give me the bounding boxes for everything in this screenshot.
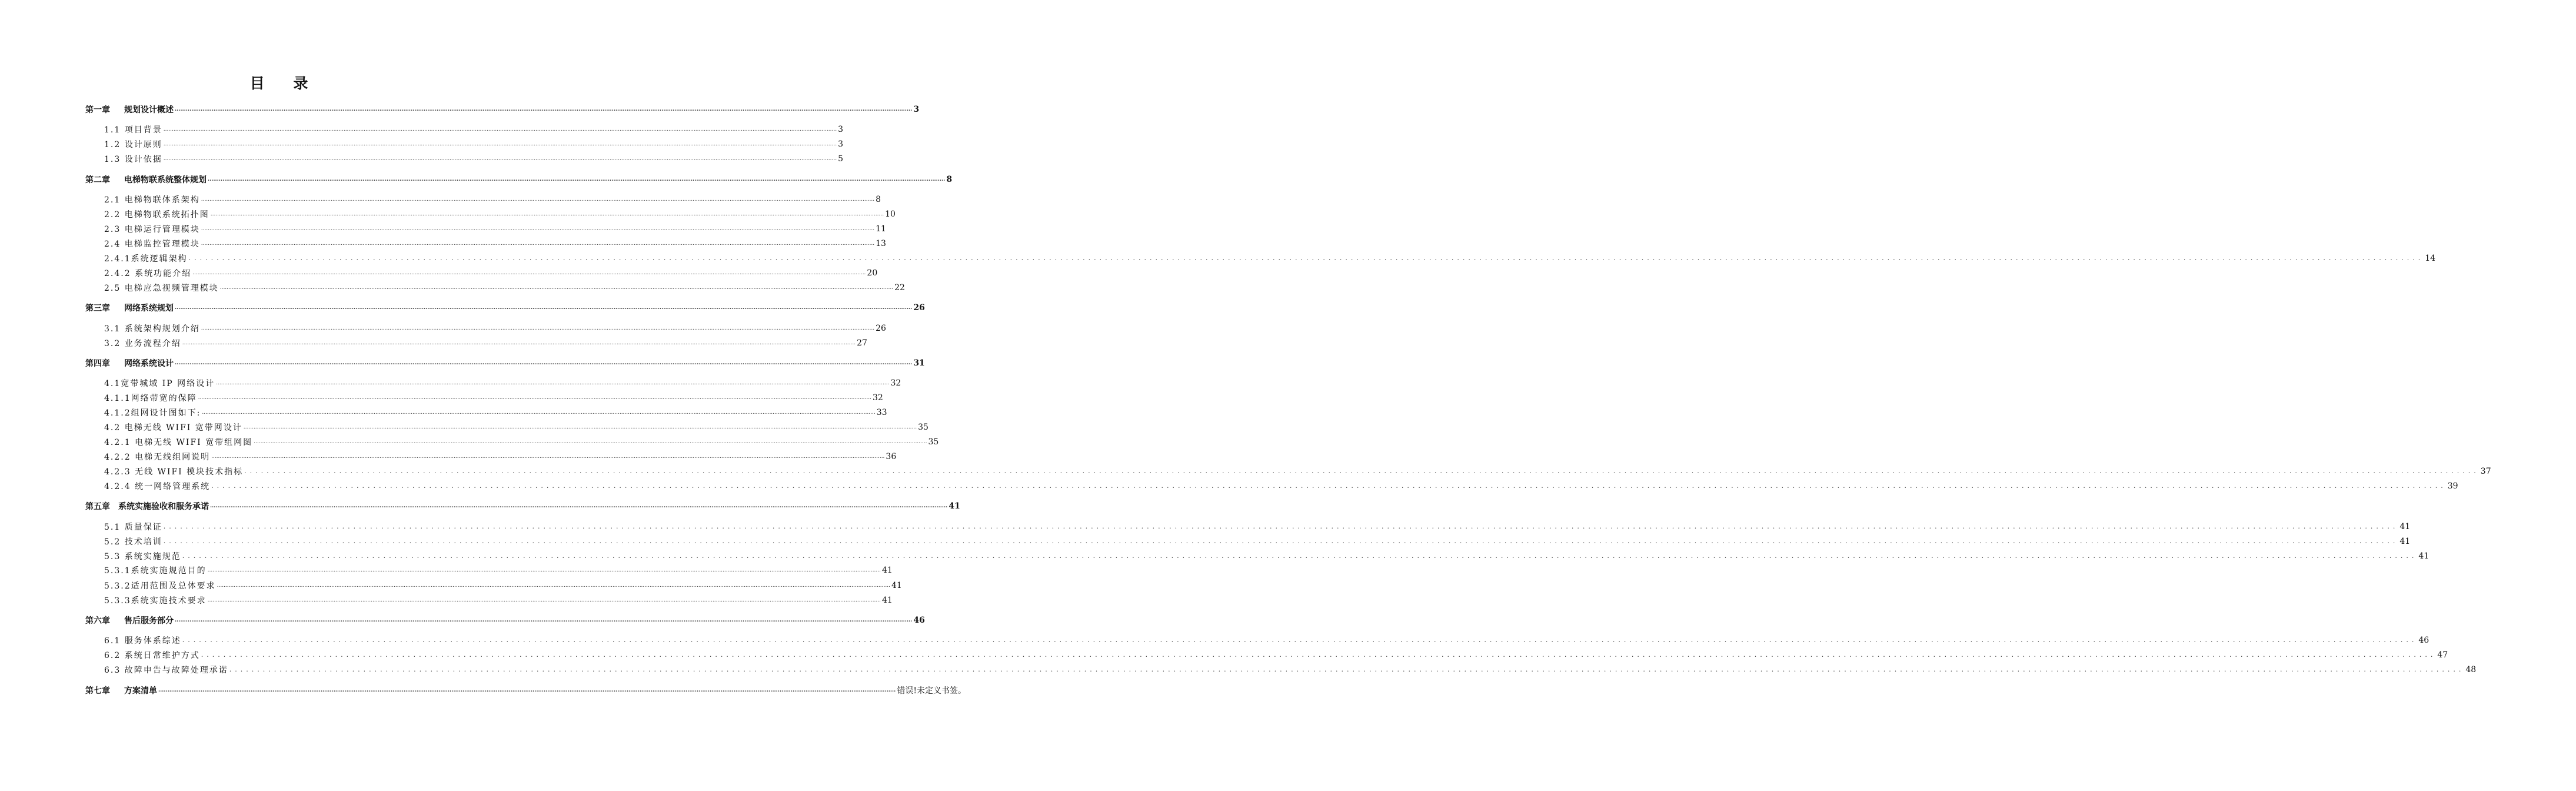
toc-entry-label: 2.4.1系统逻辑架构: [104, 254, 188, 264]
toc-page-number: 32: [872, 393, 883, 403]
chapter-number: 第七章: [85, 686, 110, 696]
toc-section-entry[interactable]: [0, 550, 2429, 562]
dot-leader: ................................................................................................................................................................................................................................................................................................................................................................................................................: [217, 583, 890, 589]
toc-section-entry[interactable]: [0, 323, 886, 334]
toc-section-entry[interactable]: [0, 649, 2448, 661]
toc-page-number: 41: [2399, 537, 2411, 546]
toc-entry-label: 4.1宽带城域 IP 网络设计: [104, 379, 215, 388]
dot-leader: ................................................................................................................................................................................................................................................................................................................................................................................................................: [182, 340, 856, 346]
dot-leader: ................................................................................................................................................................................................................................................................................................................................................................................................................: [207, 567, 881, 573]
dot-leader: ................................................................................................................................................................................................................................................................................................................................................................................................................: [207, 597, 881, 603]
chapter-title: 售后服务部分: [124, 616, 174, 626]
toc-page-number: 39: [2447, 481, 2458, 491]
dot-leader: ................................................................................................................................................................................................................................................................................................................................................................................................................: [210, 211, 884, 217]
toc-section-entry[interactable]: [0, 194, 881, 205]
toc-entry-label: 4.1.1网络带宽的保障: [104, 394, 197, 403]
dot-leader: ................................................................................................................................................................................................................................................................................................................................................................................................................: [244, 467, 2480, 475]
toc-page-number: 3: [838, 139, 843, 149]
toc-entry-label: 1.3 设计依据: [104, 155, 162, 164]
dot-leader: ................................................................................................................................................................................................................................................................................................................................................................................................................: [163, 127, 837, 132]
toc-entry-label: [0, 684, 157, 696]
toc-page-number: 41: [881, 566, 893, 575]
toc-entry-label: 2.1 电梯物联体系架构: [104, 195, 200, 205]
toc-entry-label: 4.2.1 电梯无线 WIFI 宽带组网图: [104, 438, 253, 447]
chapter-number: 第四章: [85, 359, 110, 368]
dot-leader: ................................................................................................................................................................................................................................................................................................................................................................................................................: [188, 254, 2424, 262]
toc-entry-label: 2.4 电梯监控管理模块: [104, 240, 200, 249]
toc-section-entry[interactable]: [0, 138, 843, 150]
toc-section-entry[interactable]: [0, 421, 928, 433]
toc-page-number: 41: [2418, 551, 2429, 561]
toc-page-number: 10: [885, 210, 896, 219]
toc-chapter-entry[interactable]: [0, 357, 925, 369]
toc-page-number: 31: [913, 358, 925, 368]
toc-page-number: 22: [894, 283, 905, 293]
dot-leader: ................................................................................................................................................................................................................................................................................................................................................................................................................: [158, 687, 896, 693]
toc-entry-label: 5.1 质量保证: [104, 523, 162, 532]
toc-entry-label: 4.2.2 电梯无线组网说明: [104, 453, 211, 462]
toc-entry-label: 5.3.3系统实施技术要求: [104, 596, 207, 606]
toc-page-number: 3: [838, 125, 843, 134]
dot-leader: ................................................................................................................................................................................................................................................................................................................................................................................................................: [216, 380, 890, 386]
toc-entry-label: 5.3.2适用范围及总体要求: [104, 581, 216, 591]
toc-section-entry[interactable]: [0, 451, 897, 463]
toc-page-number: 8: [876, 195, 881, 204]
toc-page-number: 14: [2425, 254, 2436, 263]
toc-page-number: 41: [891, 581, 902, 590]
dot-leader: ................................................................................................................................................................................................................................................................................................................................................................................................................: [201, 651, 2437, 659]
toc-section-entry[interactable]: [0, 436, 939, 448]
toc-section-entry[interactable]: [0, 664, 2477, 676]
toc-page-number: 41: [2399, 522, 2411, 531]
dot-leader: ................................................................................................................................................................................................................................................................................................................................................................................................................: [229, 666, 2465, 673]
toc-entry-label: 2.4.2 系统功能介绍: [104, 269, 192, 278]
toc-page-number: 46: [2418, 636, 2429, 645]
toc-section-entry[interactable]: [0, 634, 2429, 646]
toc-page-number: 5: [838, 154, 843, 164]
toc-entry-label: 5.3.1系统实施规范目的: [104, 566, 207, 576]
dot-leader: ................................................................................................................................................................................................................................................................................................................................................................................................................: [202, 410, 876, 416]
dot-leader: ................................................................................................................................................................................................................................................................................................................................................................................................................: [192, 270, 866, 276]
toc-entry-label: 1.2 设计原则: [104, 140, 162, 149]
dot-leader: ................................................................................................................................................................................................................................................................................................................................................................................................................: [175, 360, 913, 366]
toc-page-number: 37: [2480, 467, 2491, 476]
dot-leader: ................................................................................................................................................................................................................................................................................................................................................................................................................: [201, 241, 875, 247]
toc-entry-label: 3.2 业务流程介绍: [104, 339, 181, 348]
toc-page-number: 36: [886, 452, 897, 461]
dot-leader: ................................................................................................................................................................................................................................................................................................................................................................................................................: [163, 156, 837, 162]
toc-page-number: 48: [2465, 665, 2477, 674]
chapter-title: 系统实施验收和服务承诺: [118, 502, 209, 511]
toc-title: 目 录: [249, 75, 309, 92]
dot-leader: ................................................................................................................................................................................................................................................................................................................................................................................................................: [182, 636, 2418, 644]
toc-chapter-entry[interactable]: [0, 500, 960, 512]
toc-entry-label: 2.5 电梯应急视频管理模块: [104, 284, 219, 293]
chapter-title: 方案清单: [124, 686, 157, 696]
toc-entry-label: 4.2 电梯无线 WIFI 宽带网设计: [104, 423, 242, 433]
toc-page-number: 11: [876, 224, 886, 234]
toc-section-entry[interactable]: [0, 238, 886, 250]
dot-leader: ................................................................................................................................................................................................................................................................................................................................................................................................................: [243, 424, 917, 430]
dot-leader: ................................................................................................................................................................................................................................................................................................................................................................................................................: [175, 107, 913, 112]
toc-entry-label: 6.3 故障申告与故障处理承诺: [104, 666, 228, 675]
toc-entry-label: [0, 104, 174, 115]
dot-leader: ................................................................................................................................................................................................................................................................................................................................................................................................................: [201, 197, 875, 202]
toc-section-entry[interactable]: [0, 580, 902, 591]
toc-section-entry[interactable]: [0, 153, 843, 165]
toc-section-entry[interactable]: [0, 337, 867, 349]
chapter-number: 第六章: [85, 616, 110, 626]
toc-page-number: 错误!未定义书签。: [897, 686, 966, 696]
toc-entry-label: 6.1 服务体系综述: [104, 636, 181, 646]
toc-chapter-entry[interactable]: [0, 302, 925, 314]
dot-leader: ................................................................................................................................................................................................................................................................................................................................................................................................................: [198, 395, 871, 401]
toc-page-number: 41: [881, 596, 893, 605]
chapter-number: 第一章: [85, 105, 110, 115]
toc-entry-label: [0, 500, 209, 512]
toc-section-entry[interactable]: [0, 521, 2411, 533]
dot-leader: ................................................................................................................................................................................................................................................................................................................................................................................................................: [210, 503, 948, 509]
toc-entry-label: 2.2 电梯物联系统拓扑图: [104, 210, 209, 220]
toc-section-entry[interactable]: [0, 392, 883, 404]
chapter-number: 第五章: [85, 502, 110, 511]
chapter-number: 第三章: [85, 304, 110, 313]
dot-leader: ................................................................................................................................................................................................................................................................................................................................................................................................................: [211, 454, 885, 460]
toc-page-number: 35: [928, 437, 939, 447]
toc-section-entry[interactable]: [0, 466, 2491, 477]
toc-chapter-entry[interactable]: [0, 614, 925, 626]
toc-section-entry[interactable]: [0, 282, 905, 294]
toc-page-number: 46: [913, 616, 925, 625]
chapter-title: 网络系统设计: [124, 359, 174, 368]
toc-page-number: 32: [890, 378, 901, 388]
dot-leader: ................................................................................................................................................................................................................................................................................................................................................................................................................: [201, 325, 875, 331]
toc-section-entry[interactable]: [0, 480, 2458, 492]
toc-section-entry[interactable]: [0, 124, 843, 135]
toc-entry-label: 4.2.4 统一网络管理系统: [104, 482, 211, 491]
dot-leader: ................................................................................................................................................................................................................................................................................................................................................................................................................: [211, 482, 2447, 490]
toc-entry-label: 2.3 电梯运行管理模块: [104, 225, 200, 234]
toc-page-number: 47: [2437, 650, 2448, 660]
toc-entry-label: [0, 302, 174, 314]
toc-entry-label: 5.3 系统实施规范: [104, 552, 181, 561]
toc-page-number: 33: [876, 408, 887, 417]
toc-section-entry[interactable]: [0, 208, 896, 220]
toc-section-entry[interactable]: [0, 594, 893, 606]
toc-chapter-entry[interactable]: [0, 104, 920, 115]
toc-section-entry[interactable]: [0, 564, 893, 576]
dot-leader: ................................................................................................................................................................................................................................................................................................................................................................................................................: [254, 439, 927, 445]
toc-entry-label: [0, 357, 174, 369]
chapter-number: 第二章: [85, 175, 110, 185]
dot-leader: ................................................................................................................................................................................................................................................................................................................................................................................................................: [182, 552, 2418, 560]
toc-page-number: 13: [876, 239, 886, 248]
toc-section-entry[interactable]: [0, 377, 901, 389]
dot-leader: ................................................................................................................................................................................................................................................................................................................................................................................................................: [201, 226, 875, 232]
dot-leader: ................................................................................................................................................................................................................................................................................................................................................................................................................: [175, 617, 913, 623]
toc-page-number: 3: [913, 105, 920, 114]
toc-page-number: 26: [876, 324, 886, 333]
toc-entry-label: 6.2 系统日常维护方式: [104, 651, 200, 660]
toc-section-entry[interactable]: [0, 252, 2436, 264]
toc-chapter-entry[interactable]: [0, 174, 953, 185]
toc-page-number: 26: [913, 303, 925, 313]
toc-section-entry[interactable]: [0, 536, 2411, 547]
dot-leader: ................................................................................................................................................................................................................................................................................................................................................................................................................: [219, 285, 894, 291]
toc-section-entry[interactable]: [0, 223, 886, 235]
toc-section-entry[interactable]: [0, 407, 887, 418]
toc-page-number: 8: [946, 175, 953, 184]
toc-chapter-entry[interactable]: [0, 684, 966, 696]
toc-entry-label: [0, 614, 174, 626]
dot-leader: ................................................................................................................................................................................................................................................................................................................................................................................................................: [163, 141, 837, 147]
dot-leader: ................................................................................................................................................................................................................................................................................................................................................................................................................: [175, 305, 913, 311]
toc-entry-label: 4.2.3 无线 WIFI 模块技术指标: [104, 467, 244, 477]
chapter-title: 电梯物联系统整体规划: [124, 175, 207, 185]
toc-page-number: 35: [918, 423, 928, 432]
dot-leader: ................................................................................................................................................................................................................................................................................................................................................................................................................: [208, 177, 946, 182]
toc-page-number: 41: [948, 501, 960, 511]
toc-page-number: 27: [857, 338, 867, 348]
toc-page-number: 20: [867, 268, 878, 278]
toc-entry-label: 5.2 技术培训: [104, 537, 162, 547]
dot-leader: ................................................................................................................................................................................................................................................................................................................................................................................................................: [163, 523, 2399, 530]
toc-entry-label: 3.1 系统架构规划介绍: [104, 324, 200, 334]
chapter-title: 规划设计概述: [124, 105, 174, 115]
toc-entry-label: 4.1.2组网设计图如下:: [104, 408, 201, 418]
toc-section-entry[interactable]: [0, 267, 878, 279]
toc-entry-label: [0, 174, 207, 185]
toc-entry-label: 1.1 项目背景: [104, 125, 162, 135]
dot-leader: ................................................................................................................................................................................................................................................................................................................................................................................................................: [163, 537, 2399, 545]
chapter-title: 网络系统规划: [124, 304, 174, 313]
